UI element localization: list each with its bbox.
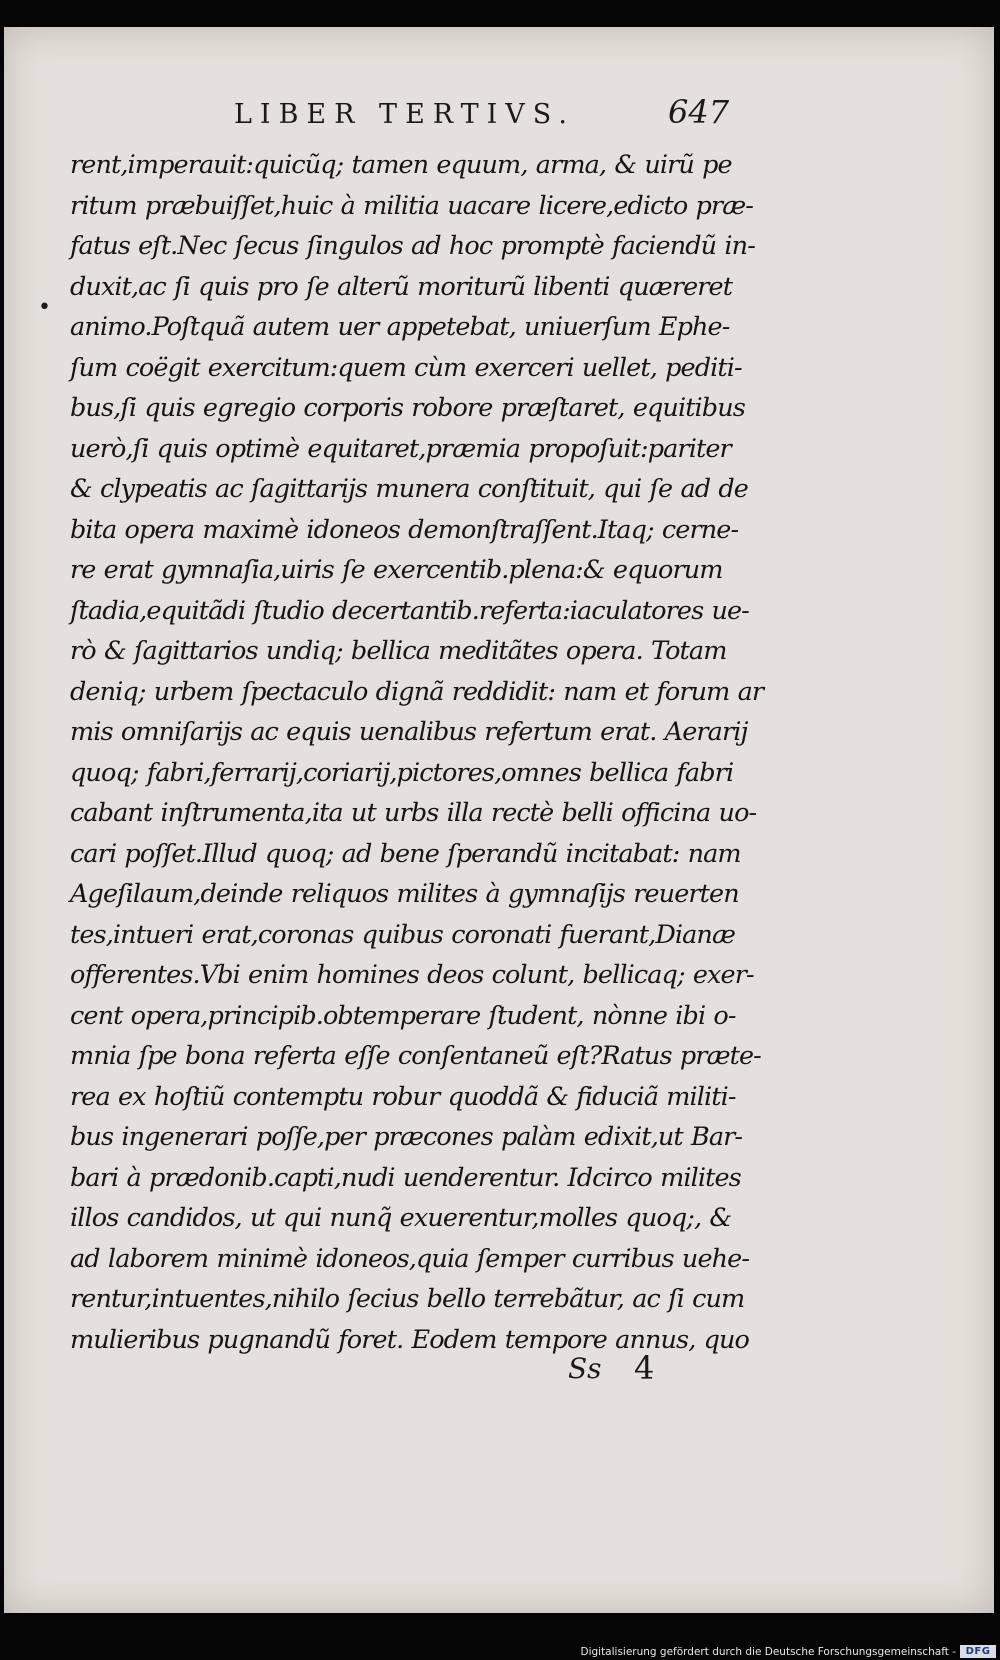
text-line: rentur,intuentes,nihilo ſecius bello terrebãtur, ac ſi cum: [70, 1284, 745, 1314]
text-line: illos candidos, ut qui nunq̃ exuerentur,molles quoq;, &: [70, 1203, 732, 1233]
text-line: duxit,ac ſi quis pro ſe alterũ moriturũ libenti quæreret: [70, 271, 733, 302]
signature-number: 4: [634, 1349, 655, 1387]
text-line: mis omniſarijs ac equis uenalibus refertum erat. Aerarij: [70, 717, 748, 747]
text-line: offerentes.Vbi enim homines deos colunt, bellicaq; exer-: [70, 960, 754, 990]
text-line: quoq; fabri,ferrarij,coriarij,pictores,omnes bellica fabri: [70, 757, 734, 788]
text-line: cari poſſet.Illud quoq; ad bene ſperandũ incitabat: nam: [70, 838, 741, 869]
text-line: cabant inſtrumenta,ita ut urbs illa rectè belli officina uo-: [70, 798, 757, 828]
text-line: cent opera,principib.obtemperare ſtudent, nònne ibi o-: [70, 1000, 736, 1031]
running-head-title: LIBER TERTIVS.: [234, 99, 575, 130]
text-line: mnia ſpe bona referta eſſe conſentaneũ eſt?Ratus præte-: [70, 1041, 761, 1071]
text-line: re erat gymnaſia,uiris ſe exercentib.plena:& equorum: [70, 555, 723, 585]
text-line: rent,imperauit:quicũq; tamen equum, arma, & uirũ pe: [70, 150, 732, 180]
text-line: bus ingenerari poſſe,per præcones palàm edixit,ut Bar-: [70, 1122, 743, 1152]
text-line: ſtadia,equitãdi ſtudio decertantib.referta:iaculatores ue-: [70, 595, 749, 626]
text-line: Ageſilaum,deinde reliquos milites à gymnaſijs reuerten: [70, 879, 739, 909]
text-line: ſum coëgit exercitum:quem cùm exerceri uellet, pediti-: [70, 352, 742, 383]
text-line: ad laborem minimè idoneos,quia ſemper curribus uehe-: [70, 1243, 750, 1274]
text-line: tes,intueri erat,coronas quibus coronati fuerant,Dianæ: [70, 919, 736, 950]
text-line: animo.Poſtquã autem uer appetebat, uniuerſum Ephe-: [70, 312, 730, 342]
text-line: ritum præbuiſſet,huic à militia uacare licere,edicto præ-: [70, 190, 753, 221]
body-text: [70, 145, 770, 1360]
text-line: fatus eſt.Nec ſecus ſingulos ad hoc promptè faciendũ in-: [70, 231, 755, 261]
dfg-logo: DFG: [960, 1645, 996, 1658]
digitization-credit: Digitalisierung gefördert durch die Deutsche Forschungsgemeinschaft -: [580, 1646, 956, 1658]
signature-mark: Ss: [568, 1352, 602, 1385]
text-line: mulieribus pugnandũ foret. Eodem tempore annus, quo: [70, 1324, 750, 1355]
text-line: bita opera maximè idoneos demonſtraſſent.Itaq; cerne-: [70, 514, 739, 545]
margin-mark: •: [38, 295, 51, 320]
text-line: bari à prædonib.capti,nudi uenderentur. Idcirco milites: [70, 1162, 741, 1193]
text-line: rea ex hoſtiũ contemptu robur quoddã & fiduciã militi-: [70, 1081, 736, 1112]
text-line: uerò,ſi quis optimè equitaret,præmia propoſuit:pariter: [70, 433, 731, 464]
text-line: bus,ſi quis egregio corporis robore præſtaret, equitibus: [70, 393, 745, 423]
text-line: deniq; urbem ſpectaculo dignã reddidit: nam et forum ar: [70, 676, 764, 707]
page-number: 647: [668, 93, 730, 131]
text-line: rò & ſagittarios undiq; bellica meditãtes opera. Totam: [70, 636, 727, 666]
book-page: [4, 27, 994, 1613]
text-line: & clypeatis ac ſagittarijs munera conſtituit, qui ſe ad de: [70, 474, 748, 504]
